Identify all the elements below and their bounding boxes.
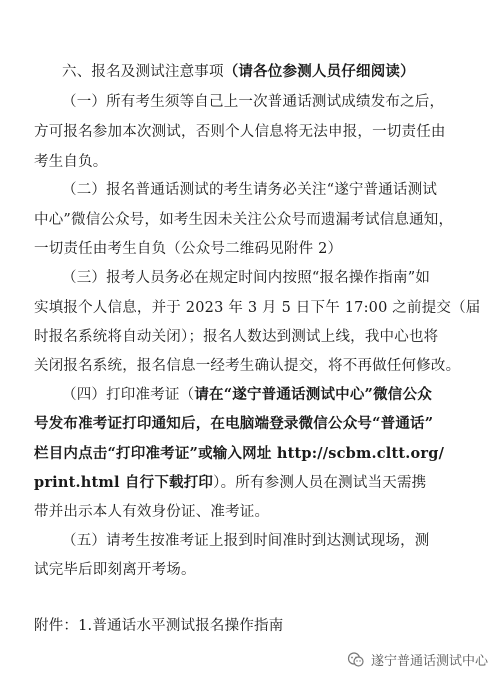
para4-line4 (0, 473, 500, 493)
attachment-line: 附件：1.普通话水平测试报名操作指南 (34, 618, 284, 634)
section-title-plain: 六、报名及测试注意事项 (62, 64, 224, 80)
para4-line1-bold: 请在“遂宁普通话测试中心”微信公众 (194, 386, 432, 403)
para1-line1: （一）所有考生须等自己上一次普通话测试成绩发布之后， (62, 94, 445, 110)
para4-line3: 栏目内点击“打印准考证”或输入网址 http://scbm.cltt.org/ (34, 445, 445, 462)
watermark-text: 遂宁普通话测试中心 (370, 654, 488, 669)
para2-line3: 一切责任由考生自负（公众号二维码见附件 2） (34, 241, 343, 257)
wechat-icon (347, 651, 365, 669)
para1-line3: 考生自负。 (34, 154, 108, 170)
para3-line3: 时报名系统将自动关闭）；报名人数达到测试上线，我中心也将 (34, 329, 439, 345)
section-title (0, 62, 500, 82)
watermark (347, 650, 488, 669)
para4-line4-plain: ）。所有参测人员在测试当天需携 (213, 475, 427, 491)
para2-line2: 中心”微信公众号，如考生因未关注公众号而遗漏考试信息通知， (34, 212, 454, 228)
section-title-bold: （请各位参测人员仔细阅读） (223, 63, 415, 80)
para2-line1: （二）报名普通话测试的考生请务必关注“遂宁普通话测试 (62, 182, 438, 198)
para4-line1-plain: （四）打印准考证（ (62, 387, 195, 403)
para3-line2: 实填报个人信息，并于 2023 年 3 月 5 日下午 17:00 之前提交（届 (34, 300, 481, 316)
para4-line4-bold: print.html 自行下载打印 (34, 474, 214, 491)
para4-line5: 带并出示本人有效身份证、准考证。 (34, 504, 270, 520)
para5-line1: （五）请考生按准考证上报到时间准时到达测试现场，测 (62, 533, 430, 549)
para4-line1 (0, 385, 500, 405)
para1-line2: 方可报名参加本次测试，否则个人信息将无法申报，一切责任由 (34, 124, 446, 140)
para3-line1: （三）报考人员务必在规定时间内按照“报名操作指南”如 (62, 270, 431, 286)
para5-line2: 试完毕后即刻离开考场。 (34, 562, 196, 578)
para3-line4: 关闭报名系统，报名信息一经考生确认提交，将不再做任何修改。 (34, 358, 461, 374)
para4-line2: 号发布准考证打印通知后，在电脑端登录微信公众号“普通话” (34, 415, 434, 432)
